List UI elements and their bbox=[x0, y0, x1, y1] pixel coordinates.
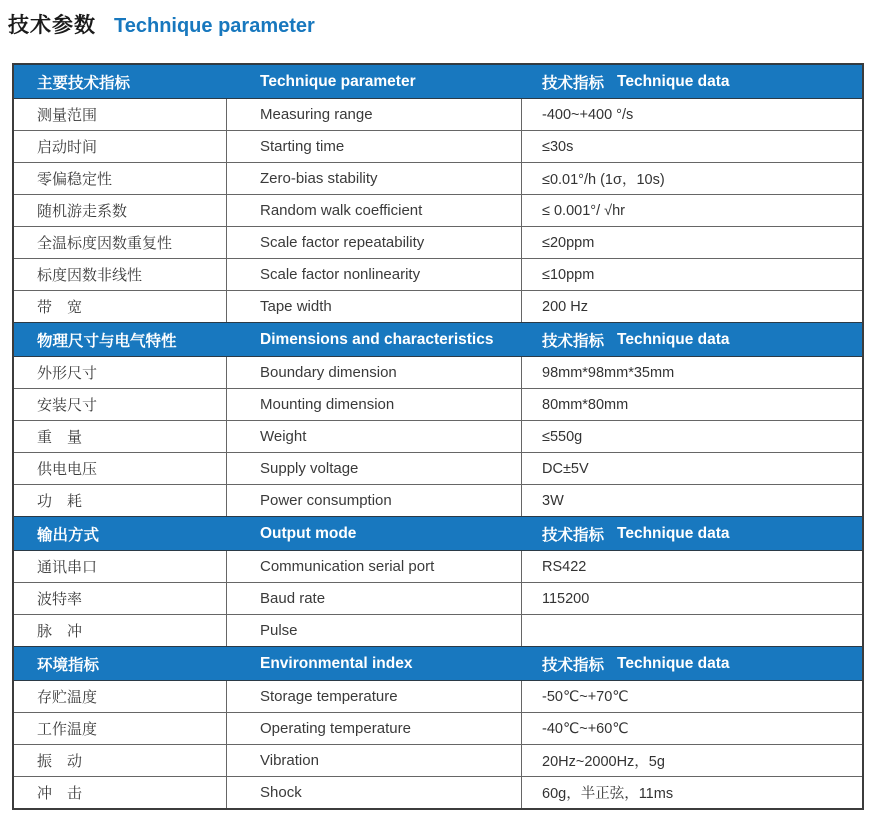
param-name-en: Mounting dimension bbox=[227, 389, 522, 420]
param-value: DC±5V bbox=[542, 460, 589, 477]
data-col-label-zh: 技术指标 bbox=[542, 656, 605, 674]
param-name-zh: 带 宽 bbox=[14, 291, 227, 322]
section-title-zh: 环境指标 bbox=[37, 656, 100, 674]
data-col-label-en: Technique data bbox=[617, 330, 730, 348]
data-col-label-zh: 技术指标 bbox=[542, 74, 605, 92]
param-name-zh: 外形尺寸 bbox=[14, 357, 227, 388]
data-col-label-en: Technique data bbox=[617, 72, 730, 90]
table-row bbox=[14, 485, 862, 517]
param-name-en: Starting time bbox=[227, 131, 522, 162]
table-row bbox=[14, 583, 862, 615]
page-title-en: Technique parameter bbox=[114, 15, 315, 37]
section-title-en: Output mode bbox=[260, 524, 357, 542]
param-name-en: Scale factor repeatability bbox=[227, 227, 522, 258]
section-data-col-header bbox=[522, 517, 862, 550]
section-title-en: Technique parameter bbox=[260, 72, 416, 90]
param-value: 80mm*80mm bbox=[542, 396, 629, 413]
table-row bbox=[14, 357, 862, 389]
param-value: ≤30s bbox=[542, 138, 574, 155]
param-name-zh: 标度因数非线性 bbox=[14, 259, 227, 290]
param-name-en: Measuring range bbox=[227, 99, 522, 130]
spec-table bbox=[12, 63, 864, 810]
param-name-en: Boundary dimension bbox=[227, 357, 522, 388]
page-title bbox=[8, 9, 315, 39]
data-col-label-zh: 技术指标 bbox=[542, 526, 605, 544]
data-col-label-en: Technique data bbox=[617, 654, 730, 672]
table-row bbox=[14, 453, 862, 485]
param-name-zh: 工作温度 bbox=[14, 713, 227, 744]
param-value: ≤0.01°/h (1σ，10s) bbox=[542, 172, 665, 188]
param-name-zh: 安装尺寸 bbox=[14, 389, 227, 420]
param-name-en: Operating temperature bbox=[227, 713, 522, 744]
param-value: 98mm*98mm*35mm bbox=[542, 364, 675, 381]
section-title-zh: 输出方式 bbox=[37, 526, 100, 544]
table-row bbox=[14, 131, 862, 163]
param-value: ≤ 0.001°/ √hr bbox=[542, 202, 625, 219]
section-title-zh: 物理尺寸与电气特性 bbox=[37, 332, 177, 350]
param-name-zh: 测量范围 bbox=[14, 99, 227, 130]
param-name-zh: 启动时间 bbox=[14, 131, 227, 162]
param-name-en: Vibration bbox=[227, 745, 522, 776]
param-name-zh: 波特率 bbox=[14, 583, 227, 614]
param-name-en: Communication serial port bbox=[227, 551, 522, 582]
param-name-en: Storage temperature bbox=[227, 681, 522, 712]
table-row bbox=[14, 681, 862, 713]
param-name-en: Scale factor nonlinearity bbox=[227, 259, 522, 290]
section-data-col-header bbox=[522, 65, 862, 98]
section-data-col-header bbox=[522, 647, 862, 680]
param-value: -40℃~+60℃ bbox=[542, 720, 629, 737]
param-value: ≤550g bbox=[542, 428, 583, 445]
table-row bbox=[14, 777, 862, 808]
table-row bbox=[14, 163, 862, 195]
param-name-zh: 脉 冲 bbox=[14, 615, 227, 646]
param-name-zh: 功 耗 bbox=[14, 485, 227, 516]
param-value: 20Hz~2000Hz，5g bbox=[542, 754, 665, 770]
param-name-zh: 供电电压 bbox=[14, 453, 227, 484]
table-row bbox=[14, 713, 862, 745]
param-name-zh: 零偏稳定性 bbox=[14, 163, 227, 194]
param-name-en: Pulse bbox=[227, 615, 522, 646]
section-title-en: Dimensions and characteristics bbox=[260, 330, 494, 348]
param-name-en: Tape width bbox=[227, 291, 522, 322]
param-name-zh: 冲 击 bbox=[14, 777, 227, 808]
param-name-zh: 全温标度因数重复性 bbox=[14, 227, 227, 258]
param-name-en: Supply voltage bbox=[227, 453, 522, 484]
param-value: 200 Hz bbox=[542, 298, 588, 315]
page-title-zh: 技术参数 bbox=[8, 14, 96, 37]
param-value bbox=[522, 615, 862, 646]
param-value: ≤10ppm bbox=[542, 266, 595, 283]
param-name-en: Power consumption bbox=[227, 485, 522, 516]
param-name-zh: 通讯串口 bbox=[14, 551, 227, 582]
param-name-zh: 存贮温度 bbox=[14, 681, 227, 712]
table-row bbox=[14, 389, 862, 421]
table-row bbox=[14, 551, 862, 583]
param-name-en: Shock bbox=[227, 777, 522, 808]
section-header-row bbox=[14, 647, 862, 681]
param-value: 115200 bbox=[542, 590, 590, 607]
table-row bbox=[14, 99, 862, 131]
table-row bbox=[14, 421, 862, 453]
section-header-row bbox=[14, 517, 862, 551]
param-value: ≤20ppm bbox=[542, 234, 595, 251]
table-row bbox=[14, 615, 862, 647]
param-value: -400~+400 °/s bbox=[542, 106, 634, 123]
param-name-en: Weight bbox=[227, 421, 522, 452]
param-name-zh: 重 量 bbox=[14, 421, 227, 452]
table-row bbox=[14, 259, 862, 291]
param-value: 3W bbox=[542, 492, 564, 509]
param-name-zh: 振 动 bbox=[14, 745, 227, 776]
section-title-zh: 主要技术指标 bbox=[37, 74, 131, 92]
param-name-en: Random walk coefficient bbox=[227, 195, 522, 226]
table-row bbox=[14, 227, 862, 259]
table-row bbox=[14, 291, 862, 323]
param-name-en: Baud rate bbox=[227, 583, 522, 614]
param-name-zh: 随机游走系数 bbox=[14, 195, 227, 226]
section-header-row bbox=[14, 323, 862, 357]
data-col-label-zh: 技术指标 bbox=[542, 332, 605, 350]
table-row bbox=[14, 745, 862, 777]
param-value: RS422 bbox=[542, 558, 587, 575]
section-header-row bbox=[14, 65, 862, 99]
table-row bbox=[14, 195, 862, 227]
data-col-label-en: Technique data bbox=[617, 524, 730, 542]
section-title-en: Environmental index bbox=[260, 654, 413, 672]
param-value: -50℃~+70℃ bbox=[542, 688, 629, 705]
section-data-col-header bbox=[522, 323, 862, 356]
param-value: 60g，半正弦，11ms bbox=[542, 786, 674, 802]
param-name-en: Zero-bias stability bbox=[227, 163, 522, 194]
